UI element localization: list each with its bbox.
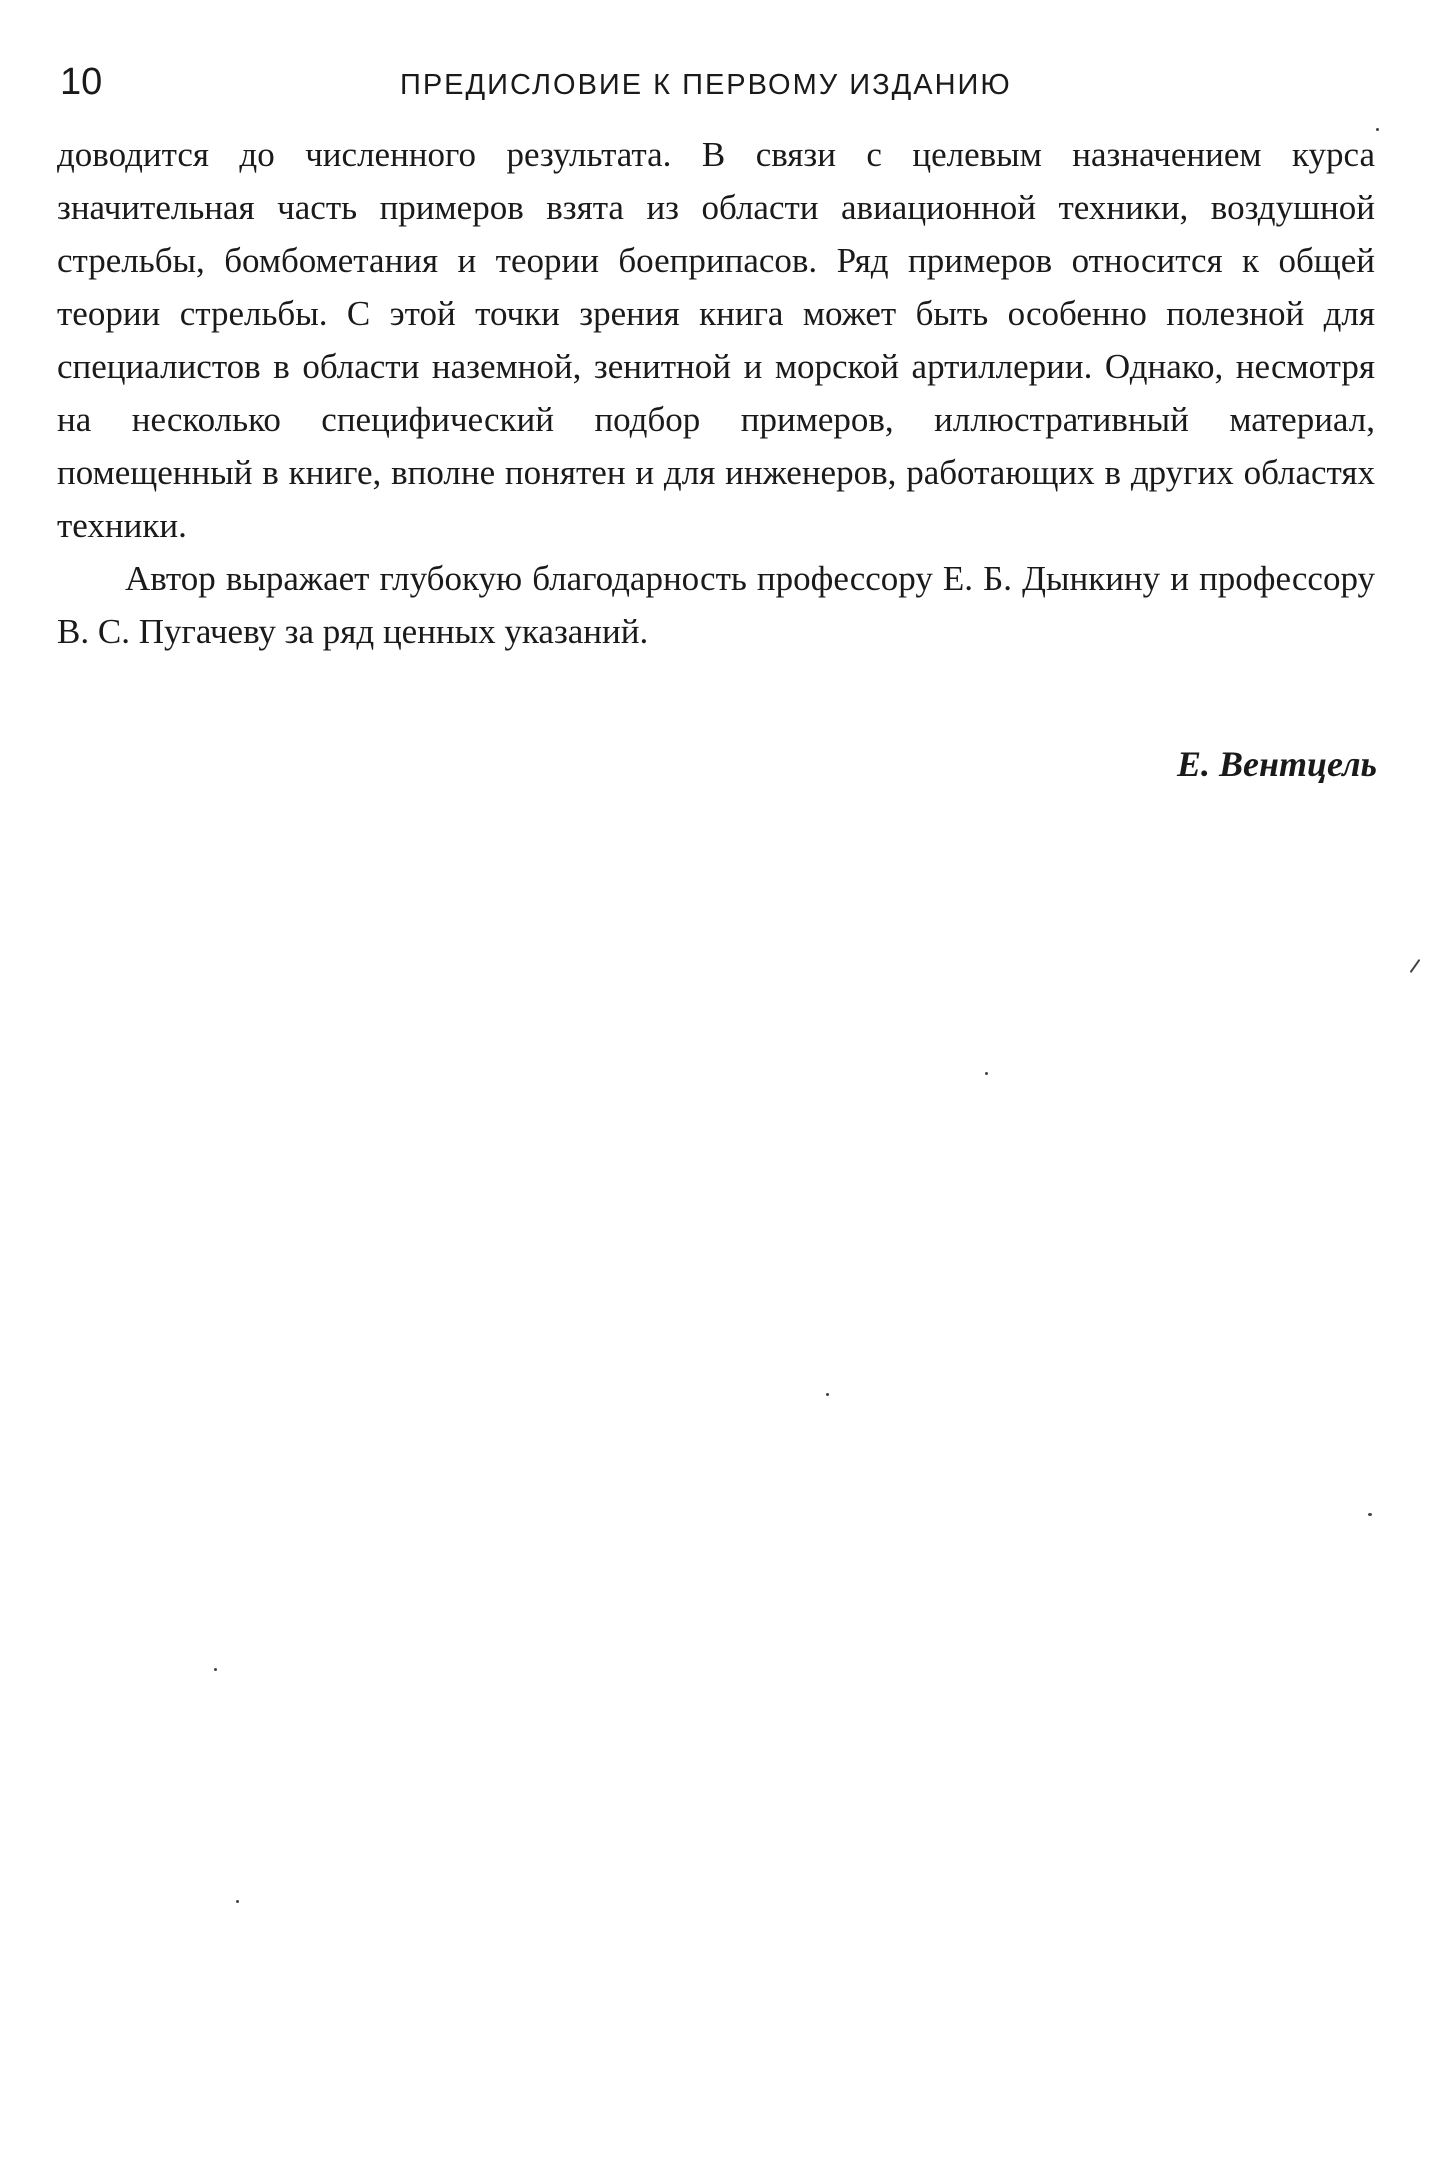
running-title: ПРЕДИСЛОВИЕ К ПЕРВОМУ ИЗДАНИЮ — [400, 69, 1012, 101]
scan-speck — [1368, 1513, 1372, 1516]
scan-speck — [1376, 128, 1379, 131]
scan-speck — [826, 1393, 829, 1396]
page-header — [60, 52, 1380, 112]
paragraph-acknowledgement: Автор выражает глубокую благодарность профессору Е. Б. Дынкину и профессору В. С. Пугачеву за ряд ценных указаний. — [57, 559, 1375, 651]
author-signature: Е. Вентцель — [1176, 744, 1377, 784]
body-text — [57, 128, 1375, 658]
page-number: 10 — [60, 61, 103, 103]
scan-speck — [214, 1668, 217, 1671]
scan-speck — [236, 1900, 239, 1903]
paragraph-continuation: доводится до численного результата. В связи с целевым назначением курса значительная часть примеров взята из области авиационной техники, воздушной стрельбы, бомбометания и теории боеприпасов. Ряд примеров относится к общей теории стрельбы. С этой точки зрения книга может быть особенно полезной для специалистов в области наземной, зенитной и морской артиллерии. Однако, несмотря на несколько специфический подбор примеров, иллюстративный материал, помещенный в книге, вполне понятен и для инженеров, работающих в других областях техники. — [57, 135, 1375, 545]
scan-speck — [1410, 959, 1421, 973]
scan-speck — [985, 1072, 988, 1075]
